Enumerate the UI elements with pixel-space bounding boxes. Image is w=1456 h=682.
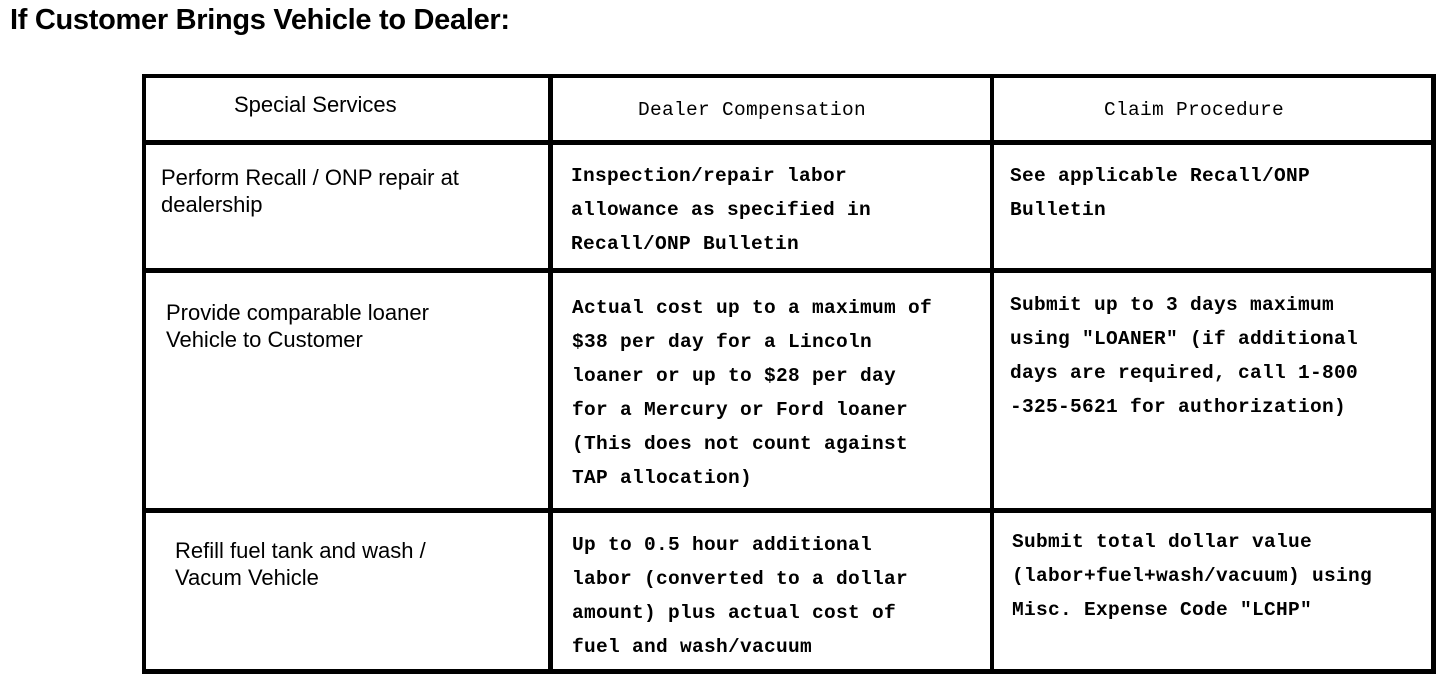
- row-1-procedure: See applicable Recall/ONP Bulletin: [1010, 165, 1311, 221]
- row-1-service: Perform Recall / ONP repair at dealership: [161, 165, 459, 217]
- row-divider: [142, 268, 1436, 273]
- header-claim-procedure: Claim Procedure: [1104, 99, 1285, 121]
- page-title: If Customer Brings Vehicle to Dealer:: [10, 4, 510, 36]
- table-right-border: [1431, 74, 1436, 674]
- table-left-border: [142, 74, 146, 674]
- row-1-compensation: Inspection/repair labor allowance as specified in Recall/ONP Bulletin: [571, 165, 872, 255]
- row-divider: [142, 508, 1436, 513]
- row-2-procedure: Submit up to 3 days maximum using "LOANER" (if additional days are required, call 1-800 -325-5621 for authorization): [1010, 294, 1359, 418]
- header-dealer-compensation: Dealer Compensation: [638, 99, 867, 121]
- column-divider: [990, 74, 994, 674]
- row-3-procedure: Submit total dollar value (labor+fuel+wash/vacuum) using Misc. Expense Code "LCHP": [1012, 531, 1373, 621]
- row-2-service: Provide comparable loaner Vehicle to Customer: [166, 300, 429, 352]
- row-2-compensation: Actual cost up to a maximum of $38 per day for a Lincoln loaner or up to $28 per day for a Mercury or Ford loaner (This does not count against TAP allocation): [572, 297, 933, 489]
- header-special-services: Special Services: [234, 92, 397, 117]
- table-bottom-border: [142, 669, 1436, 674]
- table-top-border: [142, 74, 1436, 78]
- column-divider: [548, 74, 553, 674]
- header-row-divider: [142, 140, 1436, 145]
- row-3-service: Refill fuel tank and wash / Vacum Vehicle: [175, 538, 426, 590]
- row-3-compensation: Up to 0.5 hour additional labor (converted to a dollar amount) plus actual cost of fuel and wash/vacuum: [572, 534, 909, 658]
- special-services-table: [142, 74, 1436, 674]
